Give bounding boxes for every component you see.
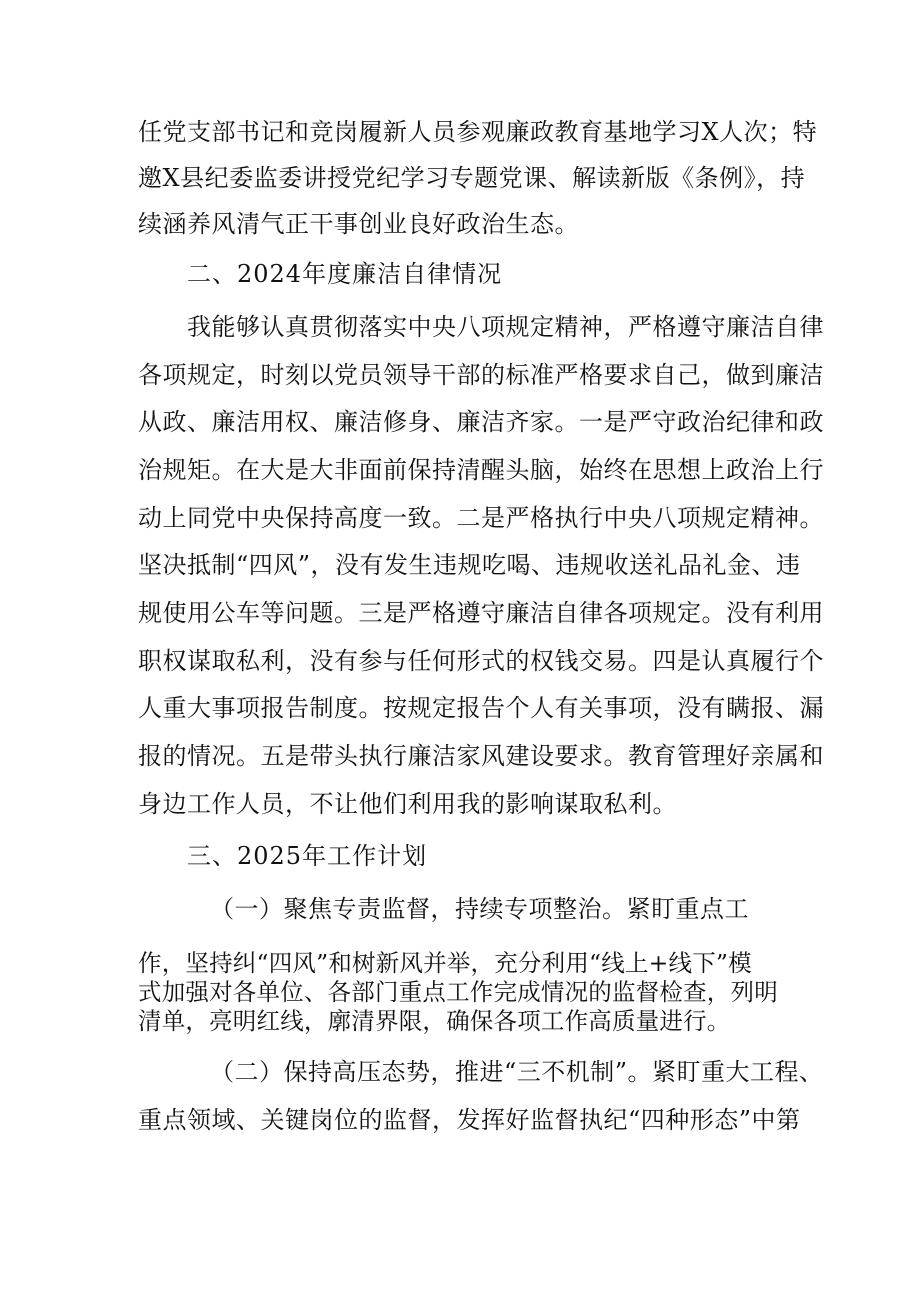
- paragraph-line: 动上同党中央保持高度一致。二是严格执行中央八项规定精神。: [138, 504, 824, 532]
- paragraph-line: 邀X县纪委监委讲授党纪学习专题党课、解读新版《条例》，持: [138, 164, 806, 192]
- paragraph-line: 重点领域、关键岗位的监督，发挥好监督执纪“四种形态”中第: [138, 1106, 801, 1134]
- paragraph-line: 规使用公车等问题。三是严格遵守廉洁自律各项规定。没有利用: [138, 599, 824, 627]
- paragraph-line: 职权谋取私利，没有参与任何形式的权钱交易。四是认真履行个: [138, 647, 824, 675]
- section-heading: 二、2024年度廉洁自律情况: [187, 260, 503, 288]
- paragraph-line: （一）聚焦专责监督，持续专项整治。紧盯重点工: [210, 895, 749, 923]
- paragraph-line: 报的情况。五是带头执行廉洁家风建设要求。教育管理好亲属和: [138, 742, 824, 770]
- paragraph-line: 各项规定，时刻以党员领导干部的标准严格要求自己，做到廉洁: [138, 361, 824, 389]
- paragraph-line: （二）保持高压态势，推进“三不机制”。紧盯重大工程、: [210, 1058, 824, 1086]
- paragraph-line: 我能够认真贯彻落实中央八项规定精神，严格遵守廉洁自律: [187, 313, 824, 341]
- paragraph-line: 式加强对各单位、各部门重点工作完成情况的监督检查，列明: [138, 978, 778, 1006]
- paragraph-line: 清单，亮明红线，廓清界限，确保各项工作高质量进行。: [138, 1007, 731, 1035]
- paragraph-line: 从政、廉洁用权、廉洁修身、廉洁齐家。一是严守政治纪律和政: [138, 408, 824, 436]
- paragraph-line: 治规矩。在大是大非面前保持清醒头脑，始终在思想上政治上行: [138, 456, 824, 484]
- paragraph-line: 身边工作人员，不让他们利用我的影响谋取私利。: [138, 790, 677, 818]
- paragraph-line: 续涵养风清气正干事创业良好政治生态。: [138, 210, 579, 238]
- paragraph-line: 坚决抵制“四风”，没有发生违规吃喝、违规收送礼品礼金、违: [138, 551, 801, 579]
- paragraph-line: 任党支部书记和竞岗履新人员参观廉政教育基地学习X人次；特: [138, 118, 818, 146]
- section-heading: 三、2025年工作计划: [187, 842, 428, 870]
- paragraph-line: 作，坚持纠“四风”和树新风并举，充分利用“线上+线下”模: [138, 949, 752, 977]
- paragraph-line: 人重大事项报告制度。按规定报告个人有关事项，没有瞒报、漏: [138, 694, 824, 722]
